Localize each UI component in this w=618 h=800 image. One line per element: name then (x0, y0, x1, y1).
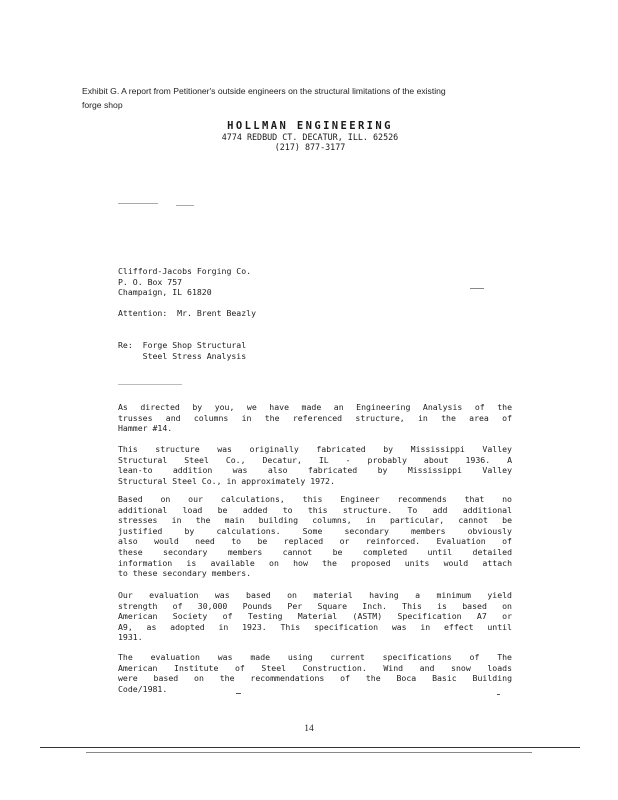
recipient-name: Clifford-Jacobs Forging Co. (118, 266, 252, 276)
scan-speck (497, 694, 500, 695)
firm-name: HOLLMAN ENGINEERING (227, 120, 393, 132)
paragraph-4: Our evaluation was based on material having a minimum yield strength of 30,000 Pounds Per Square Inch. This is based on American Society of Testing Material (ASTM) Specification A7 or A9, as adopted in 1923. This specification was in effect until 1931. (118, 590, 512, 643)
firm-address: 4774 REDBUD CT. DECATUR, ILL. 62526 (221, 132, 399, 142)
recipient-city: Champaign, IL 61820 (118, 287, 212, 298)
letterhead (150, 120, 470, 152)
paragraph-3: Based on our calculations, this Engineer recommends that no additional load be added to this structure. To add additional stresses in the main building columns, in particular, cannot be justified by calculations. Some secondary members obviously also would need to be replaced or reinforced. Evaluation of these secondary members cannot be completed until detailed information is available on how the proposed units would attach to these secondary members. (118, 494, 512, 579)
scan-speck (176, 205, 194, 206)
attention-line: Attention: Mr. Brent Beazly (118, 308, 257, 318)
footer-rule (40, 747, 580, 748)
re-subject (118, 340, 358, 361)
scan-speck (118, 384, 182, 385)
recipient-address (118, 266, 358, 298)
caption-line-1: Exhibit G. A report from Petitioner's outside engineers on the structural limitations of the existing (82, 86, 446, 96)
paragraph-2: This structure was originally fabricated by Mississippi Valley Structural Steel Co., Decatur, IL - probably about 1936. A lean-to addition was also fabricated by Mississippi Valley Structural Steel Co., in approximately 1972. (118, 444, 512, 486)
scan-speck (470, 288, 484, 289)
firm-phone: (217) 877-3177 (274, 142, 346, 152)
caption-line-2: forge shop (82, 100, 123, 110)
paragraph-1: As directed by you, we have made an Engineering Analysis of the trusses and columns in the referenced structure, in the area of Hammer #14. (118, 402, 512, 434)
page-number: 14 (304, 724, 314, 734)
scan-speck (236, 693, 241, 694)
re-line-1: Re: Forge Shop Structural (118, 340, 247, 350)
paragraph-5: The evaluation was made using current specifications of The American Institute of Steel Construction. Wind and snow loads were based on the recommendations of the Boca Basic Building Code/1981. (118, 652, 512, 694)
footer-rule-faint (86, 752, 532, 753)
re-line-2: Steel Stress Analysis (118, 350, 247, 361)
recipient-box: P. O. Box 757 (118, 276, 183, 287)
exhibit-caption (82, 84, 542, 112)
scan-speck (118, 203, 158, 204)
